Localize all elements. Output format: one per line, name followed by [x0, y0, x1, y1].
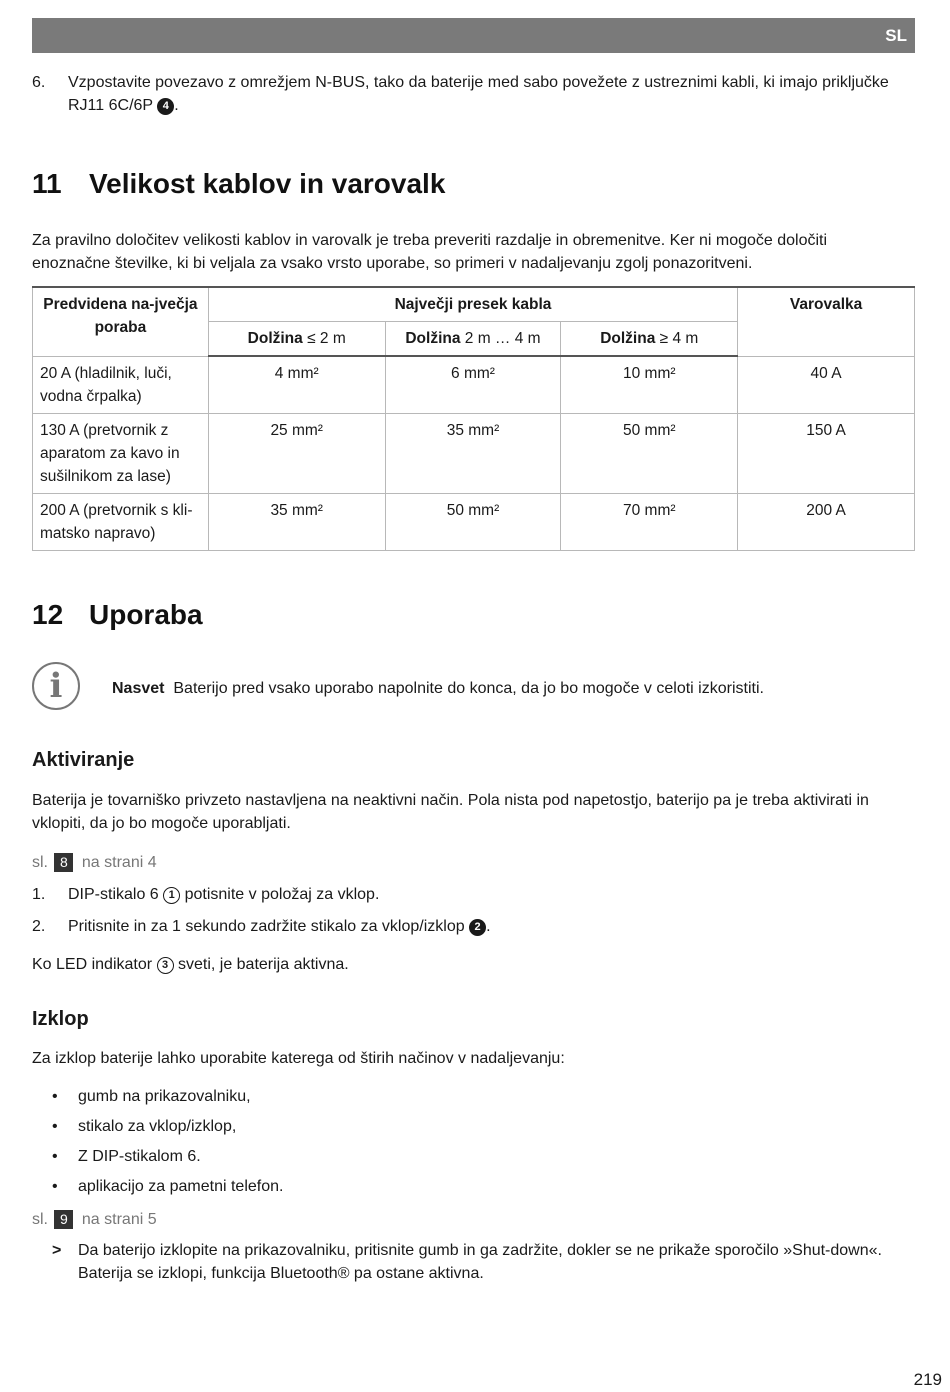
cross-cell: 35 mm²: [208, 493, 385, 550]
callout-1: 1: [163, 887, 180, 904]
action-text: Da baterijo izklopite na prikazovalniku, pritisnite gumb in ga zadržite, dokler se ne prikaže sporočilo »Shut-down«. Baterija se izklopi, funkcija Bluetooth® pa ostane aktivna.: [78, 1242, 882, 1282]
section-number: 12: [32, 599, 64, 630]
figure-reference: sl. 8 na strani 4: [32, 854, 157, 871]
shutdown-action: [52, 1239, 912, 1287]
cable-fuse-table: [32, 286, 915, 551]
table-row: [33, 356, 915, 413]
cross-cell: 6 mm²: [385, 356, 561, 413]
section-12-heading: [32, 598, 203, 632]
step-number: 6.: [32, 74, 46, 91]
table-row: [33, 493, 915, 550]
header-cross-section: Največji presek kabla: [208, 287, 737, 322]
section-title: Velikost kablov in varovalk: [89, 168, 446, 199]
activate-heading: Aktiviranje: [32, 749, 135, 771]
cross-cell: 25 mm²: [208, 413, 385, 493]
callout-4: 4: [157, 98, 174, 115]
action-marker: >: [52, 1242, 62, 1259]
load-cell: 130 A (pretvornik z aparatom za kavo in sušilnikom za lase): [33, 413, 209, 493]
fuse-cell: 40 A: [738, 356, 915, 413]
figure-number: 8: [54, 853, 73, 872]
header-length-3: Dolžina ≥ 4 m: [561, 322, 738, 357]
page-number: 219: [913, 1370, 942, 1389]
load-cell: 200 A (pretvornik s kli-matsko napravo): [33, 493, 209, 550]
section-11-heading: [32, 167, 445, 201]
tip-text: Baterijo pred vsako uporabo napolnite do konca, da jo bo mogoče v celoti izkoristiti.: [173, 680, 764, 697]
shutdown-paragraph: Za izklop baterije lahko uporabite katerega od štirih načinov v nadaljevanju:: [32, 1050, 565, 1067]
callout-2: 2: [469, 919, 486, 936]
fuse-cell: 200 A: [738, 493, 915, 550]
activate-step-1: 1. DIP-stikalo 6 1 potisnite v položaj za vklop.: [32, 886, 380, 903]
figure-reference: sl. 9 na strani 5: [32, 1211, 157, 1228]
tip: [112, 677, 912, 700]
activate-step-2: 2. Pritisnite in za 1 sekundo zadržite stikalo za vklop/izklop 2 .: [32, 918, 491, 935]
header-length-1: Dolžina ≤ 2 m: [208, 322, 385, 357]
section-title: Uporaba: [89, 599, 203, 630]
header-fuse: Varovalka: [738, 287, 915, 356]
callout-3: 3: [157, 957, 174, 974]
fuse-cell: 150 A: [738, 413, 915, 493]
cross-cell: 50 mm²: [385, 493, 561, 550]
cross-cell: 10 mm²: [561, 356, 738, 413]
intro-step: 6. Vzpostavite povezavo z omrežjem N-BUS, tako da baterije med sabo povežete z ustreznimi kabli, ki imajo priključke RJ11 6C/6P 4 .: [32, 74, 889, 114]
cross-cell: 4 mm²: [208, 356, 385, 413]
tip-label: Nasvet: [112, 680, 165, 697]
header-load: Predvidena na-jvečja poraba: [33, 287, 209, 356]
load-cell: 20 A (hladilnik, luči, vodna črpalka): [33, 356, 209, 413]
section-11-intro: Za pravilno določitev velikosti kablov in varovalk je treba preveriti razdalje in obremenitve. Ker ni mogoče določiti enoznačne številke, ki bi veljala za vsako vrsto uporabe, so primeri v nadaljevanju zgolj ponazoritveni.: [32, 232, 828, 272]
header-length-2: Dolžina 2 m … 4 m: [385, 322, 561, 357]
cross-cell: 35 mm²: [385, 413, 561, 493]
figure-number: 9: [54, 1210, 73, 1229]
cross-cell: 70 mm²: [561, 493, 738, 550]
info-icon: i: [32, 662, 80, 710]
section-number: 11: [32, 168, 62, 199]
header-bar: [32, 18, 915, 53]
activate-paragraph: Baterija je tovarniško privzeto nastavljena na neaktivni način. Pola nista pod napetostjo, baterijo pa je treba aktivirati in vklopiti, da jo bo mogoče uporabljati.: [32, 792, 869, 832]
language-label: SL: [885, 26, 907, 45]
table-row: [33, 413, 915, 493]
step-text: Vzpostavite povezavo z omrežjem N-BUS, tako da baterije med sabo povežete z ustreznimi kabli, ki imajo priključke RJ11 6C/6P: [68, 74, 889, 114]
shutdown-heading: Izklop: [32, 1008, 89, 1030]
activate-result: Ko LED indikator 3 sveti, je baterija aktivna.: [32, 956, 349, 973]
cross-cell: 50 mm²: [561, 413, 738, 493]
